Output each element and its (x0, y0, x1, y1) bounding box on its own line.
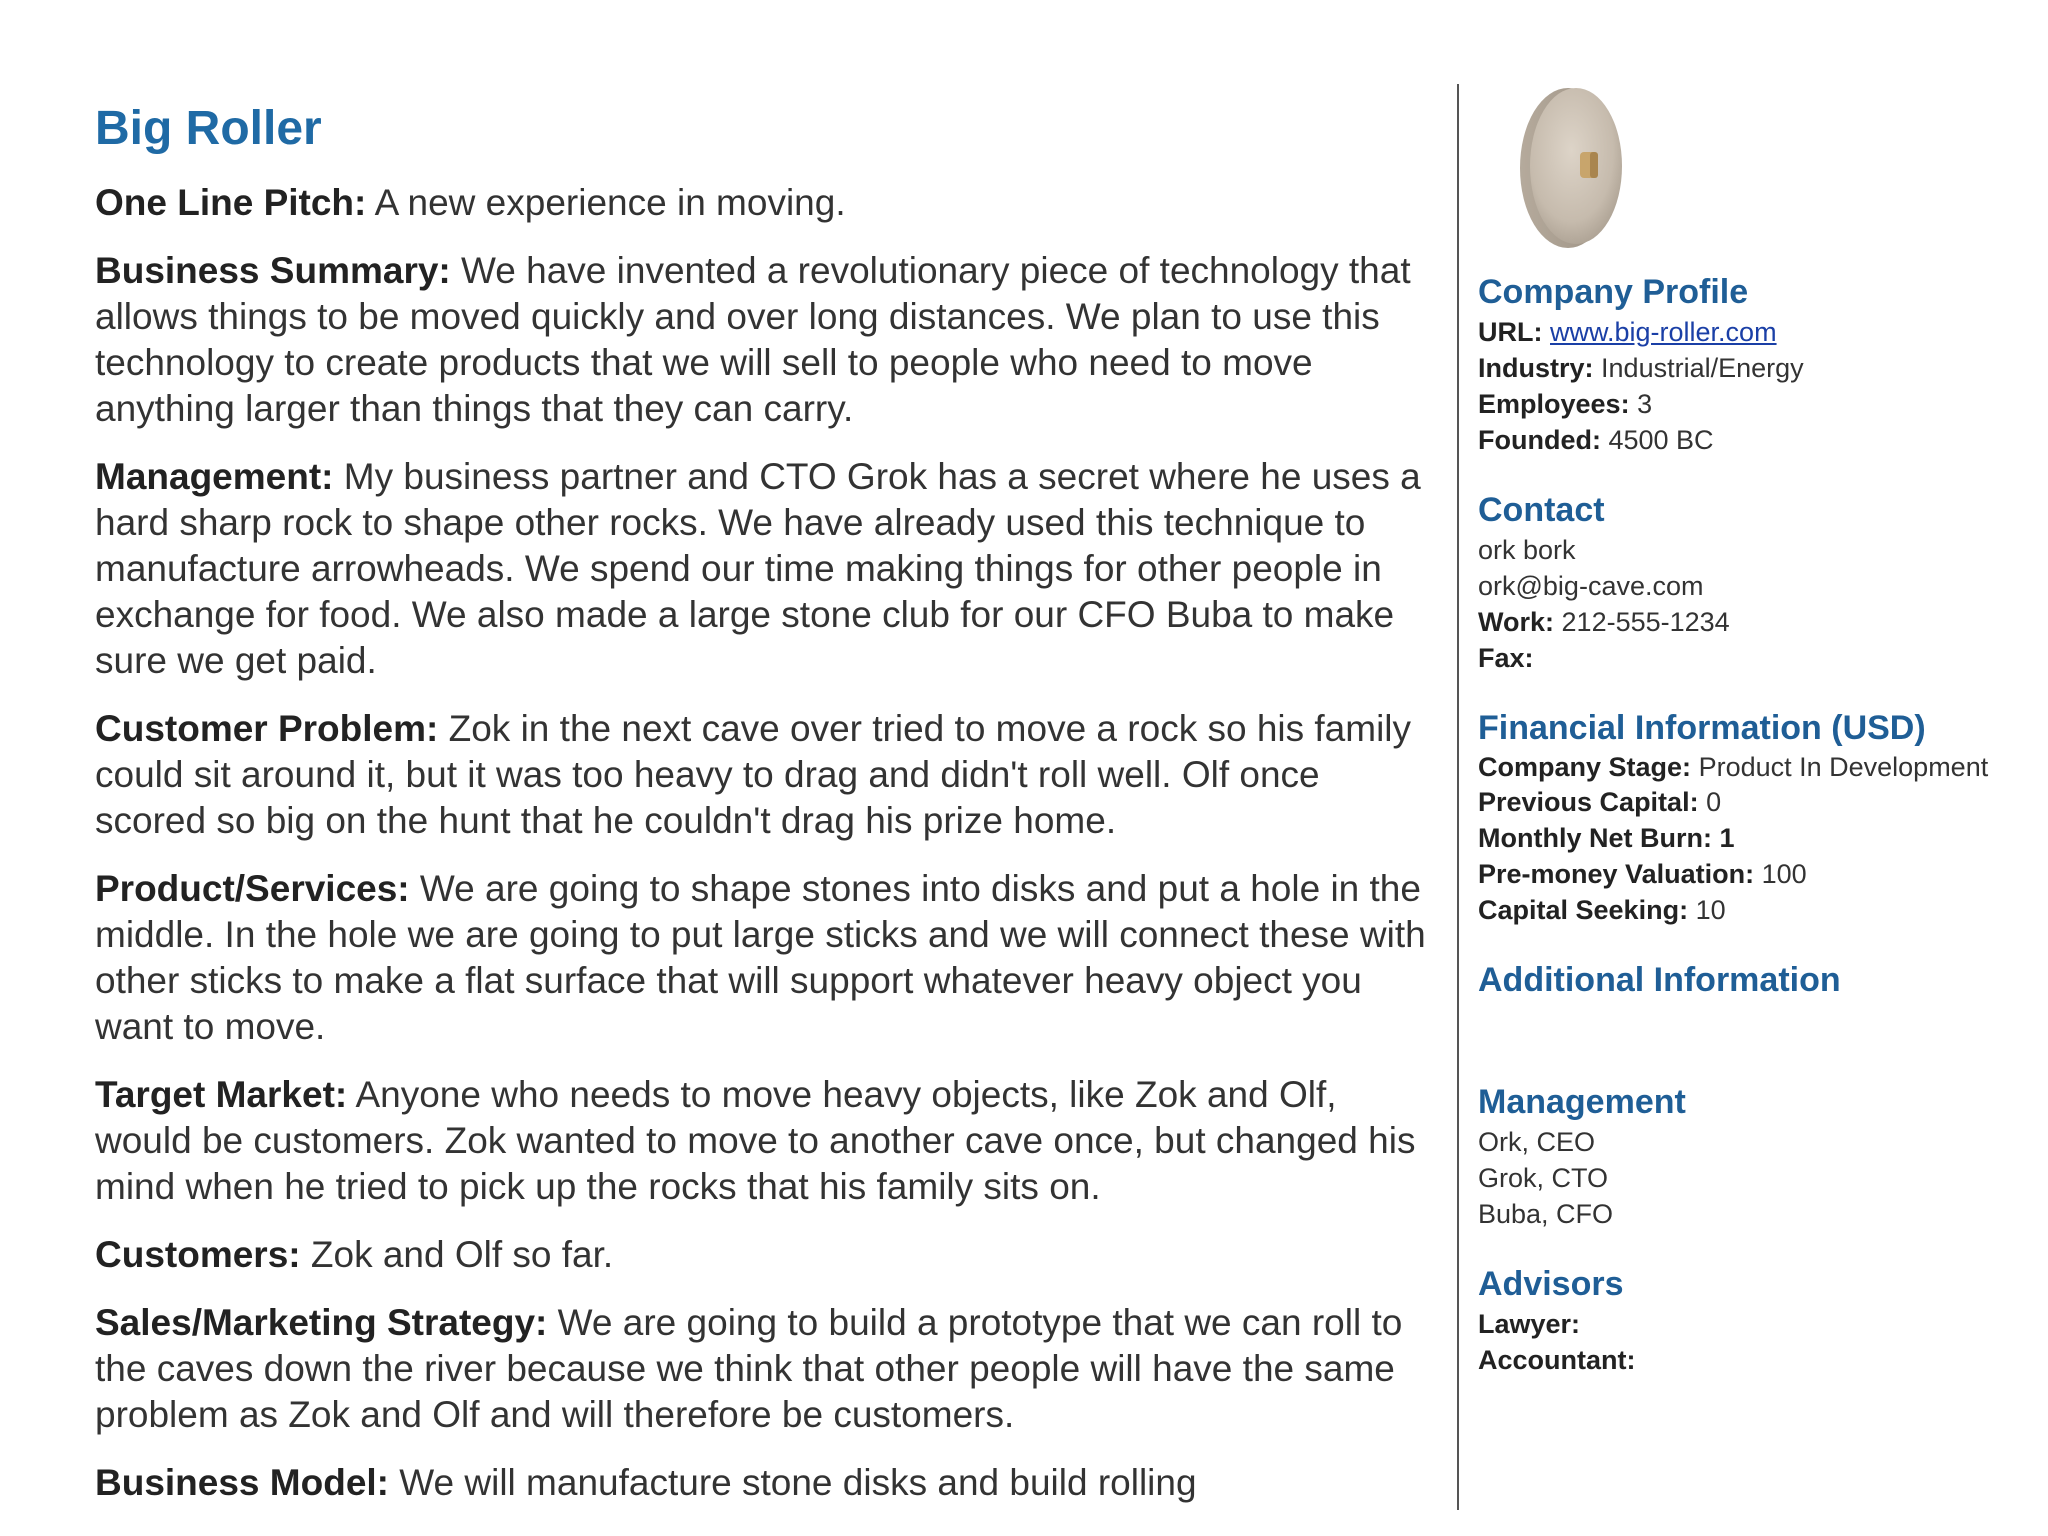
additional-information (1478, 960, 2018, 1000)
section-text: My business partner and CTO Grok has a secret where he uses a hard sharp rock to shape other rocks. We have already used this technique to manufacture arrowheads. We spend our time making things for other people in exchange for food. We also made a large stone club for our CFO Buba to make sure we get paid. (95, 455, 1421, 681)
section-text: Zok and Olf so far. (310, 1233, 614, 1275)
section-text: We have invented a revolutionary piece of technology that allows things to be moved quickly and over long distances. We plan to use this technology to create products that we will sell to people who need to move anything larger than things that they can carry. (95, 249, 1411, 429)
lawyer-label: Lawyer: (1478, 1309, 1581, 1339)
section-management (95, 454, 1440, 684)
employees-value: 3 (1637, 389, 1653, 419)
section-text: Anyone who needs to move heavy objects, like Zok and Olf, would be customers. Zok wanted to move to another cave once, but changed his mind when he tried to pick up the rocks that his family sits on. (95, 1073, 1416, 1207)
stone-wheel-icon (1508, 80, 1638, 250)
founded-row (1478, 422, 2018, 458)
section-text: A new experience in moving. (374, 181, 846, 223)
management-list (1478, 1082, 2018, 1232)
section-business-model (95, 1460, 1440, 1506)
financial-heading: Financial Information (USD) (1478, 709, 1926, 747)
section-text: We are going to shape stones into disks and put a hole in the middle. In the hole we are going to put large sticks and we will connect these with other sticks to make a flat surface that will support whatever heavy object you want to move. (95, 867, 1426, 1047)
stage-label: Company Stage: (1478, 752, 1692, 782)
section-label: Business Summary: (95, 249, 451, 291)
industry-row (1478, 350, 2018, 386)
seeking-label: Capital Seeking: (1478, 895, 1689, 925)
section-label: Management: (95, 455, 334, 497)
company-profile-heading: Company Profile (1478, 273, 1749, 311)
section-business-summary (95, 248, 1440, 432)
founded-label: Founded: (1478, 425, 1601, 455)
section-label: Business Model: (95, 1461, 389, 1503)
sidebar (1478, 80, 2018, 1510)
section-label: Customer Problem: (95, 707, 439, 749)
previous-capital-value: 0 (1706, 787, 1722, 817)
stage-value: Product In Development (1698, 752, 1989, 782)
lawyer-row (1478, 1306, 2018, 1342)
section-text: We will manufacture stone disks and build rolling (399, 1461, 1197, 1503)
burn-row (1478, 820, 2018, 856)
url-row (1478, 314, 2018, 350)
previous-capital-label: Previous Capital: (1478, 787, 1699, 817)
main-content (95, 100, 1440, 1512)
section-sales-marketing (95, 1300, 1440, 1438)
burn-label: Monthly Net Burn: (1478, 823, 1712, 853)
seeking-value: 10 (1695, 895, 1726, 925)
founded-value: 4500 BC (1608, 425, 1714, 455)
valuation-row (1478, 856, 2018, 892)
work-row (1478, 604, 2018, 640)
financial-information (1478, 708, 2018, 928)
industry-value: Industrial/Energy (1601, 353, 1804, 383)
section-product-services (95, 866, 1440, 1050)
burn-value: 1 (1719, 823, 1735, 853)
url-label: URL: (1478, 317, 1543, 347)
management-member: Grok, CTO (1478, 1163, 1609, 1193)
additional-heading: Additional Information (1478, 961, 1841, 999)
fax-row (1478, 640, 2018, 676)
company-url-link[interactable]: www.big-roller.com (1550, 317, 1777, 347)
section-text: Zok in the next cave over tried to move a rock so his family could sit around it, but it was too heavy to drag and didn't roll well. Olf once scored so big on the hunt that he couldn't drag his prize home. (95, 707, 1412, 841)
seeking-row (1478, 892, 2018, 928)
industry-label: Industry: (1478, 353, 1594, 383)
work-label: Work: (1478, 607, 1555, 637)
work-value: 212-555-1234 (1561, 607, 1730, 637)
section-text: We are going to build a prototype that we can roll to the caves down the river because we think that other people will have the same problem as Zok and Olf and will therefore be customers. (95, 1301, 1403, 1435)
fax-label: Fax: (1478, 643, 1534, 673)
section-one-line-pitch (95, 180, 1440, 226)
section-label: Sales/Marketing Strategy: (95, 1301, 548, 1343)
contact (1478, 490, 2018, 676)
advisors-heading: Advisors (1478, 1265, 1624, 1303)
section-label: Target Market: (95, 1073, 348, 1115)
management-heading: Management (1478, 1083, 1686, 1121)
accountant-row (1478, 1342, 2018, 1378)
stage-row (1478, 750, 2018, 784)
management-member: Ork, CEO (1478, 1127, 1596, 1157)
accountant-label: Accountant: (1478, 1345, 1636, 1375)
column-divider (1457, 84, 1459, 1510)
company-profile (1478, 272, 2018, 458)
section-customer-problem (95, 706, 1440, 844)
valuation-value: 100 (1761, 859, 1807, 889)
employees-row (1478, 386, 2018, 422)
contact-name: ork bork (1478, 535, 1576, 565)
contact-email: ork@big-cave.com (1478, 571, 1704, 601)
section-target-market (95, 1072, 1440, 1210)
management-member: Buba, CFO (1478, 1199, 1614, 1229)
employees-label: Employees: (1478, 389, 1630, 419)
section-customers (95, 1232, 1440, 1278)
contact-heading: Contact (1478, 491, 1605, 529)
advisors (1478, 1264, 2018, 1378)
section-label: One Line Pitch: (95, 181, 367, 223)
previous-capital-row (1478, 784, 2018, 820)
section-label: Product/Services: (95, 867, 410, 909)
valuation-label: Pre-money Valuation: (1478, 859, 1755, 889)
section-label: Customers: (95, 1233, 301, 1275)
page-title: Big Roller (95, 102, 322, 155)
